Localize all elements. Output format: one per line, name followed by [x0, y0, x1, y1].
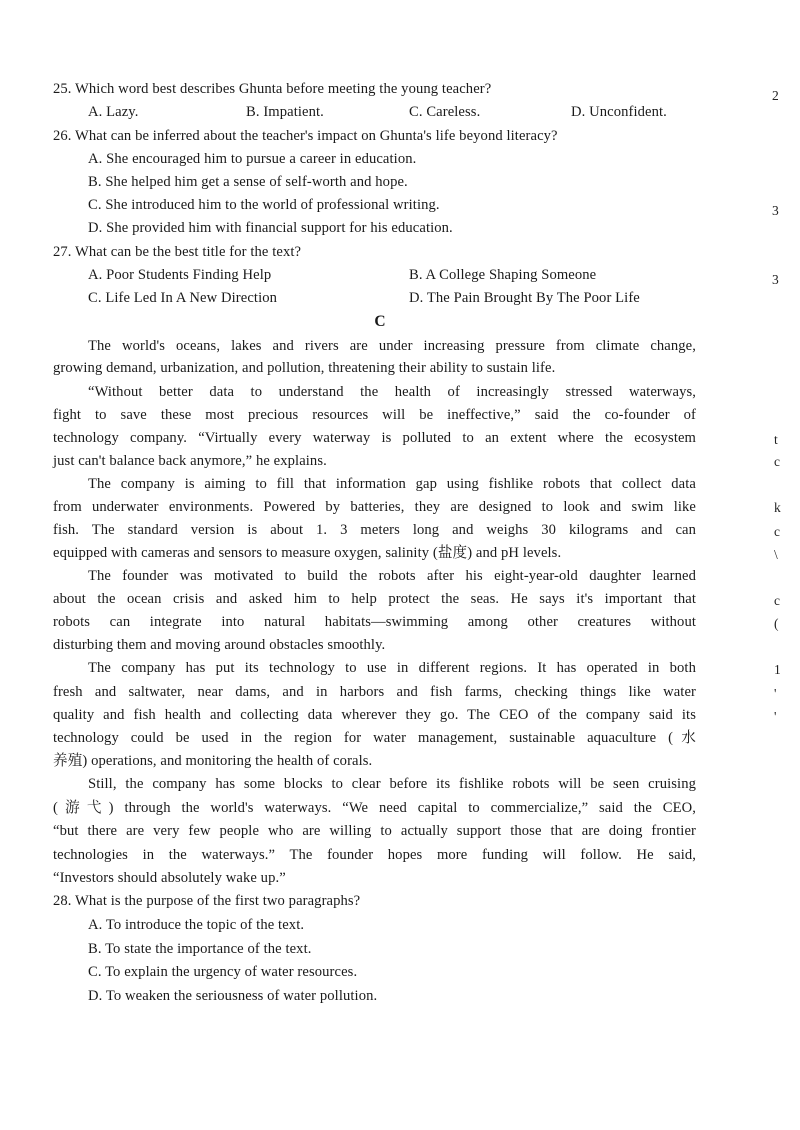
q26-stem: 26. What can be inferred about the teacher's impact on Ghunta's life beyond literacy?	[53, 128, 558, 144]
margin-mark: 3	[772, 203, 779, 218]
passage-line: The world's oceans, lakes and rivers are under increasing pressure from climate change,	[88, 338, 696, 354]
margin-mark: t	[774, 432, 778, 447]
q27-option-c: C. Life Led In A New Direction	[88, 290, 278, 306]
passage-line: The company is aiming to fill that information gap using fishlike robots that collect data	[88, 476, 696, 492]
margin-mark: c	[774, 593, 780, 608]
q25-option-d: D. Unconfident.	[571, 104, 667, 120]
q25-stem: 25. Which word best describes Ghunta before meeting the young teacher?	[53, 81, 492, 97]
passage-line: technology company. “Virtually every waterway is polluted to an extent where the ecosystem	[53, 430, 696, 446]
passage-line: (游弋) through the world's waterways. “We need capital to commercialize,” said the CEO,	[53, 800, 696, 816]
passage-line: disturbing them and moving around obstacles smoothly.	[53, 637, 386, 653]
passage-line: technology could be used in the region for water management, sustainable aquaculture (水	[53, 730, 696, 746]
margin-mark: k	[774, 500, 781, 515]
passage-line: equipped with cameras and sensors to measure oxygen, salinity (盐度) and pH levels.	[53, 545, 562, 561]
passage-line: “but there are very few people who are willing to actually support those that are doing frontier	[53, 823, 696, 839]
passage-line: quality and fish health and collecting data wherever they go. The CEO of the company said its	[53, 707, 696, 723]
q25-option-c: C. Careless.	[409, 104, 481, 120]
q25-option-b: B. Impatient.	[246, 104, 324, 120]
passage-line: about the ocean crisis and asked him to help protect the seas. He says it's important that	[53, 591, 696, 607]
q28-option-b: B. To state the importance of the text.	[88, 941, 312, 957]
margin-mark: c	[774, 454, 780, 469]
section-label: C	[374, 313, 386, 330]
passage-line: just can't balance back anymore,” he explains.	[53, 453, 327, 469]
passage-line: The company has put its technology to use in different regions. It has operated in both	[88, 660, 696, 676]
q27-option-a: A. Poor Students Finding Help	[88, 267, 272, 283]
q26-option-a: A. She encouraged him to pursue a career in education.	[88, 151, 417, 167]
q25-option-a: A. Lazy.	[88, 104, 139, 120]
passage-line: robots can integrate into natural habitats—swimming among other creatures without	[53, 614, 696, 630]
margin-mark: 1	[774, 662, 781, 677]
q28-option-c: C. To explain the urgency of water resources.	[88, 964, 358, 980]
margin-mark: '	[774, 686, 777, 701]
passage-line: Still, the company has some blocks to clear before its fishlike robots will be seen cruising	[88, 776, 696, 792]
margin-mark: c	[774, 524, 780, 539]
passage-line: fish. The standard version is about 1. 3 meters long and weighs 30 kilograms and can	[53, 522, 696, 538]
q28-stem: 28. What is the purpose of the first two paragraphs?	[53, 893, 361, 909]
passage-line: fresh and saltwater, near dams, and in harbors and fish farms, checking things like water	[53, 684, 696, 700]
margin-mark: (	[774, 616, 779, 631]
margin-mark: '	[774, 709, 777, 724]
passage-line: growing demand, urbanization, and pollution, threatening their ability to sustain life.	[53, 360, 556, 376]
passage-line: “Without better data to understand the health of increasingly stressed waterways,	[88, 384, 696, 400]
q26-option-c: C. She introduced him to the world of professional writing.	[88, 197, 440, 213]
q26-option-b: B. She helped him get a sense of self-worth and hope.	[88, 174, 408, 190]
passage-line: from underwater environments. Powered by batteries, they are designed to look and swim like	[53, 499, 696, 515]
passage-line: 养殖) operations, and monitoring the health of corals.	[53, 753, 373, 769]
passage-line: “Investors should absolutely wake up.”	[53, 870, 286, 886]
q28-option-d: D. To weaken the seriousness of water pollution.	[88, 988, 378, 1004]
margin-mark: 2	[772, 88, 779, 103]
q27-option-b: B. A College Shaping Someone	[409, 267, 597, 283]
passage-line: technologies in the waterways.” The founder hopes more funding will follow. He said,	[53, 847, 696, 863]
passage-line: The founder was motivated to build the robots after his eight-year-old daughter learned	[88, 568, 696, 584]
margin-mark: \	[774, 547, 778, 562]
q28-option-a: A. To introduce the topic of the text.	[88, 917, 305, 933]
q26-option-d: D. She provided him with financial support for his education.	[88, 220, 453, 236]
q27-stem: 27. What can be the best title for the text?	[53, 244, 302, 260]
margin-mark: 3	[772, 272, 779, 287]
passage-line: fight to save these most precious resources will be ineffective,” said the co-founder of	[53, 407, 696, 423]
q27-option-d: D. The Pain Brought By The Poor Life	[409, 290, 640, 306]
